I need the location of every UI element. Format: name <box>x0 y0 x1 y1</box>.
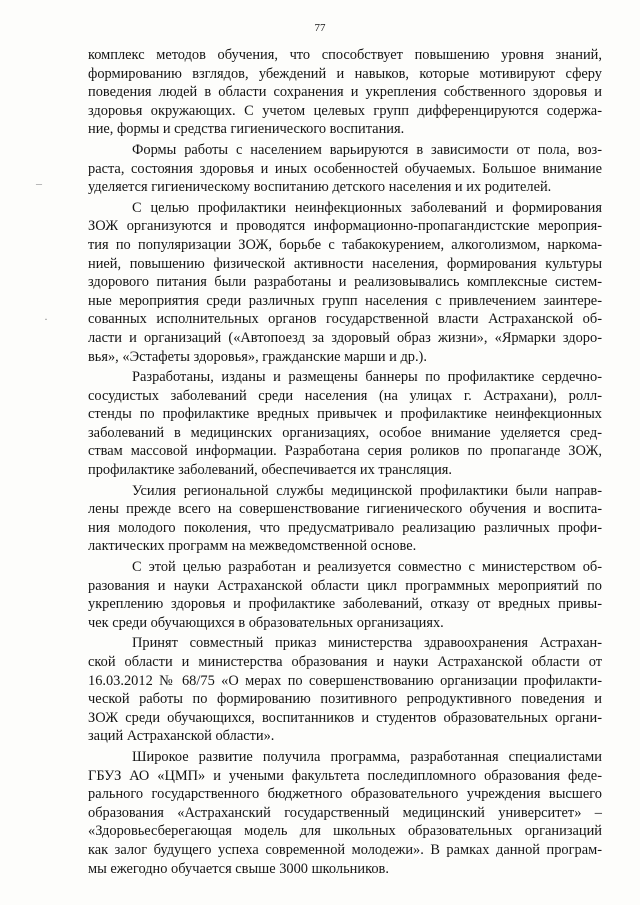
text-line: здорового питания были разработаны и реализовывались комплексные систем- <box>88 274 602 291</box>
text-line: Формы работы с населением варьируются в зависимости от пола, воз- <box>132 141 602 158</box>
text-line: заций Астраханской области». <box>88 728 275 745</box>
scan-artifact: · <box>44 312 48 326</box>
text-line: С этой целью разработан и реализуется совместно с министерством об- <box>132 559 602 576</box>
text-line: разования и науки Астраханской области цикл программных мероприятий по <box>88 577 602 594</box>
text-line: ласти и организаций («Автопоезд за здоровый образ жизни», «Ярмарки здоро- <box>88 329 602 346</box>
text-line: поведения людей в области сохранения и укрепления собственного здоровья и <box>88 84 602 101</box>
text-line: тия по популяризации ЗОЖ, борьбе с табакокурением, алкоголизмом, наркома- <box>88 236 602 253</box>
text-line: заболеваний в медицинских организациях, особое внимание уделяется сред- <box>88 424 602 441</box>
paragraph <box>88 558 602 632</box>
text-line: как залог будущего успеха современной молодежи». В рамках данной програм- <box>88 841 602 858</box>
text-line: рального государственного бюджетного образовательного учреждения высшего <box>88 786 602 803</box>
text-line: Усилия региональной службы медицинской профилактики были направ- <box>132 482 602 499</box>
text-line: ные мероприятия среди различных групп населения с привлечением заинтере- <box>88 292 602 309</box>
page-number: 77 <box>314 22 326 34</box>
text-line: профилактике заболеваний, обеспечивается их трансляция. <box>88 462 452 479</box>
paragraph <box>88 46 602 139</box>
text-line: здоровья окружающих. С учетом целевых групп дифференцируются содержа- <box>88 102 602 119</box>
text-line: С целью профилактики неинфекционных заболеваний и формирования <box>132 199 602 216</box>
text-line: Широкое развитие получила программа, разработанная специалистами <box>132 748 602 765</box>
text-line: Разработаны, изданы и размещены баннеры по профилактике сердечно- <box>132 369 602 386</box>
text-line: уделяется гигиеническому воспитанию детского населения и их родителей. <box>88 179 552 196</box>
text-line: стенды по профилактике вредных привычек и профилактике неинфекционных <box>88 406 602 423</box>
paragraph <box>88 634 602 746</box>
paragraph <box>88 199 602 366</box>
text-line: мы ежегодно обучается свыше 3000 школьников. <box>88 860 389 877</box>
body-text <box>88 46 602 880</box>
text-line: ЗОЖ среди обучающихся, воспитанников и студентов образовательных органи- <box>88 709 602 726</box>
text-line: формированию взглядов, убеждений и навыков, которые мотивируют сферу <box>88 65 602 82</box>
paragraph <box>88 368 602 480</box>
text-line: ствам массовой информации. Разработана серия роликов по пропаганде ЗОЖ, <box>88 443 602 460</box>
text-line: «Здоровьесберегающая модель для школьных образовательных организаций <box>88 823 602 840</box>
paragraph <box>88 748 602 878</box>
text-line: сованных исполнительных органов государственной власти Астраханской об- <box>88 311 602 328</box>
text-line: ЗОЖ организуются и проводятся информационно-пропагандистские мероприя- <box>88 218 602 235</box>
text-line: ние, формы и средства гигиенического воспитания. <box>88 121 405 138</box>
text-line: лены прежде всего на совершенствование гигиенического обучения и воспита- <box>88 501 602 518</box>
text-line: сосудистых заболеваний среди населения (на улицах г. Астрахани), ролл- <box>88 387 602 404</box>
scan-artifact: – <box>36 176 42 190</box>
text-line: ГБУЗ АО «ЦМП» и учеными факультета последипломного образования феде- <box>88 767 602 784</box>
text-line: ской области и министерства образования и науки Астраханской области от <box>88 654 602 670</box>
text-line: вья», «Эстафеты здоровья», гражданские марши и др.). <box>88 348 427 365</box>
text-line: ния молодого поколения, что предусматривало реализацию различных профи- <box>88 519 602 536</box>
text-line: чек среди обучающихся в образовательных организациях. <box>88 614 444 631</box>
paragraph <box>88 482 602 556</box>
text-line: укреплению здоровья и профилактике заболеваний, отказу от вредных привы- <box>88 596 602 613</box>
paragraph <box>88 141 602 197</box>
text-line: раста, состояния здоровья и иных особенностей обучаемых. Большое внимание <box>88 160 602 177</box>
text-line: ческой работы по формированию позитивного репродуктивного поведения и <box>88 691 602 708</box>
text-line: образования «Астраханский государственный медицинский университет» – <box>88 804 602 821</box>
text-line: 16.03.2012 № 68/75 «О мерах по совершенствованию организации профилакти- <box>88 672 602 689</box>
text-line: Принят совместный приказ министерства здравоохранения Астрахан- <box>132 635 602 652</box>
text-line: лактических программ на межведомственной основе. <box>88 538 417 555</box>
text-line: комплекс методов обучения, что способствует повышению уровня знаний, <box>88 47 602 63</box>
text-line: нией, повышению физической активности населения, формирования культуры <box>88 255 602 272</box>
